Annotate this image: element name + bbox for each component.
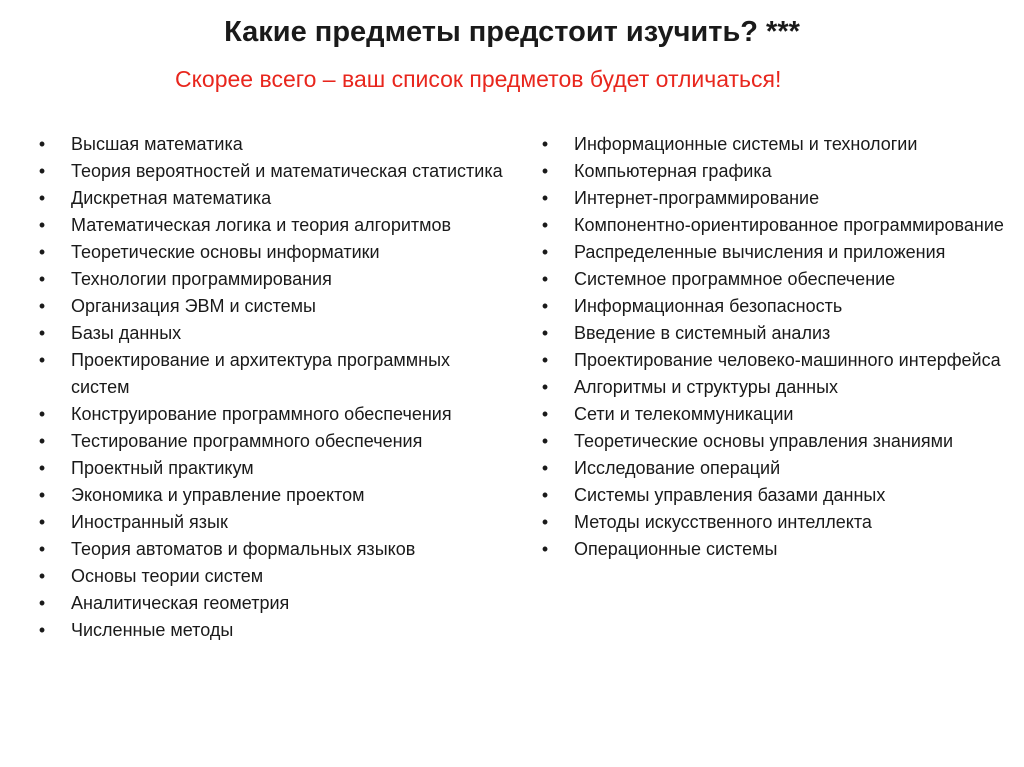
subject-name: Теория вероятностей и математическая статистика [71,161,503,181]
bullet-icon: • [38,512,46,532]
subject-name: Сети и телекоммуникации [574,404,794,424]
bullet-icon: • [38,215,46,235]
list-item [539,266,1009,293]
list-item [36,536,506,563]
list-item [36,266,506,293]
bullet-icon: • [541,431,549,451]
bullet-icon: • [541,134,549,154]
list-item [539,320,1009,347]
subject-name: Методы искусственного интеллекта [574,512,872,532]
subject-name: Дискретная математика [71,188,272,208]
bullet-icon: • [38,350,46,370]
slide-title: Какие предметы предстоит изучить? *** [224,16,800,48]
list-item [539,401,1009,428]
list-item [36,617,506,644]
subject-name: Высшая математика [71,134,243,154]
list-item [36,320,506,347]
subject-name: Операционные системы [574,539,778,559]
list-item [539,374,1009,401]
list-item [36,401,506,428]
subject-name: Конструирование программного обеспечения [71,404,452,424]
subject-name: Численные методы [71,620,234,640]
subject-name: Базы данных [71,323,182,343]
bullet-icon: • [38,539,46,559]
subject-name: Иностранный язык [71,512,228,532]
subject-name: Проектирование и архитектура программных систем [71,350,451,397]
subject-list-left [36,131,506,644]
subject-name: Организация ЭВМ и системы [71,296,316,316]
bullet-icon: • [38,161,46,181]
bullet-icon: • [38,188,46,208]
list-item [539,158,1009,185]
list-item [539,536,1009,563]
bullet-icon: • [38,269,46,289]
bullet-icon: • [38,242,46,262]
bullet-icon: • [541,377,549,397]
bullet-icon: • [38,566,46,586]
subject-name: Математическая логика и теория алгоритмов [71,215,452,235]
bullet-icon: • [541,539,549,559]
list-item [36,239,506,266]
subject-name: Распределенные вычисления и приложения [574,242,946,262]
bullet-icon: • [541,350,549,370]
subject-name: Компонентно-ориентированное программирование [574,215,1004,235]
subject-name: Информационные системы и технологии [574,134,918,154]
list-item [539,428,1009,455]
list-item [539,293,1009,320]
list-item [539,455,1009,482]
list-item [36,185,506,212]
subject-name: Теоретические основы управления знаниями [574,431,954,451]
bullet-icon: • [38,431,46,451]
bullet-icon: • [38,458,46,478]
bullet-icon: • [541,215,549,235]
list-item [36,563,506,590]
bullet-icon: • [38,134,46,154]
bullet-icon: • [38,620,46,640]
list-item [36,428,506,455]
bullet-icon: • [541,512,549,532]
bullet-icon: • [541,323,549,343]
subject-name: Алгоритмы и структуры данных [574,377,839,397]
list-item [36,509,506,536]
bullet-icon: • [541,485,549,505]
bullet-icon: • [541,458,549,478]
bullet-icon: • [541,242,549,262]
list-item [36,455,506,482]
subject-name: Информационная безопасность [574,296,843,316]
subject-name: Интернет-программирование [574,188,820,208]
bullet-icon: • [38,485,46,505]
list-item [539,347,1009,374]
list-item [539,185,1009,212]
subject-name: Исследование операций [574,458,781,478]
bullet-icon: • [541,188,549,208]
subject-name: Системное программное обеспечение [574,269,896,289]
slide-subtitle: Скорее всего – ваш список предметов будет отличаться! [175,66,782,92]
subject-list-right [539,131,1009,563]
list-item [36,158,506,185]
bullet-icon: • [38,593,46,613]
subject-name: Компьютерная графика [574,161,772,181]
bullet-icon: • [541,296,549,316]
list-item [36,347,506,401]
bullet-icon: • [38,323,46,343]
list-item [36,482,506,509]
bullet-icon: • [38,296,46,316]
subject-name: Основы теории систем [71,566,264,586]
subject-name: Теоретические основы информатики [71,242,380,262]
bullet-icon: • [541,161,549,181]
list-item [36,212,506,239]
list-item [36,590,506,617]
subject-name: Тестирование программного обеспечения [71,431,423,451]
list-item [539,482,1009,509]
subject-name: Проектирование человеко-машинного интерфейса [574,350,1001,370]
subject-name: Технологии программирования [71,269,332,289]
list-item [539,239,1009,266]
list-item [539,131,1009,158]
list-item [539,509,1009,536]
list-item [539,212,1009,239]
bullet-icon: • [38,404,46,424]
subject-name: Экономика и управление проектом [71,485,365,505]
subject-name: Аналитическая геометрия [71,593,290,613]
bullet-icon: • [541,404,549,424]
subject-name: Введение в системный анализ [574,323,831,343]
subject-name: Системы управления базами данных [574,485,886,505]
subject-name: Проектный практикум [71,458,254,478]
bullet-icon: • [541,269,549,289]
list-item [36,131,506,158]
subject-name: Теория автоматов и формальных языков [71,539,416,559]
list-item [36,293,506,320]
